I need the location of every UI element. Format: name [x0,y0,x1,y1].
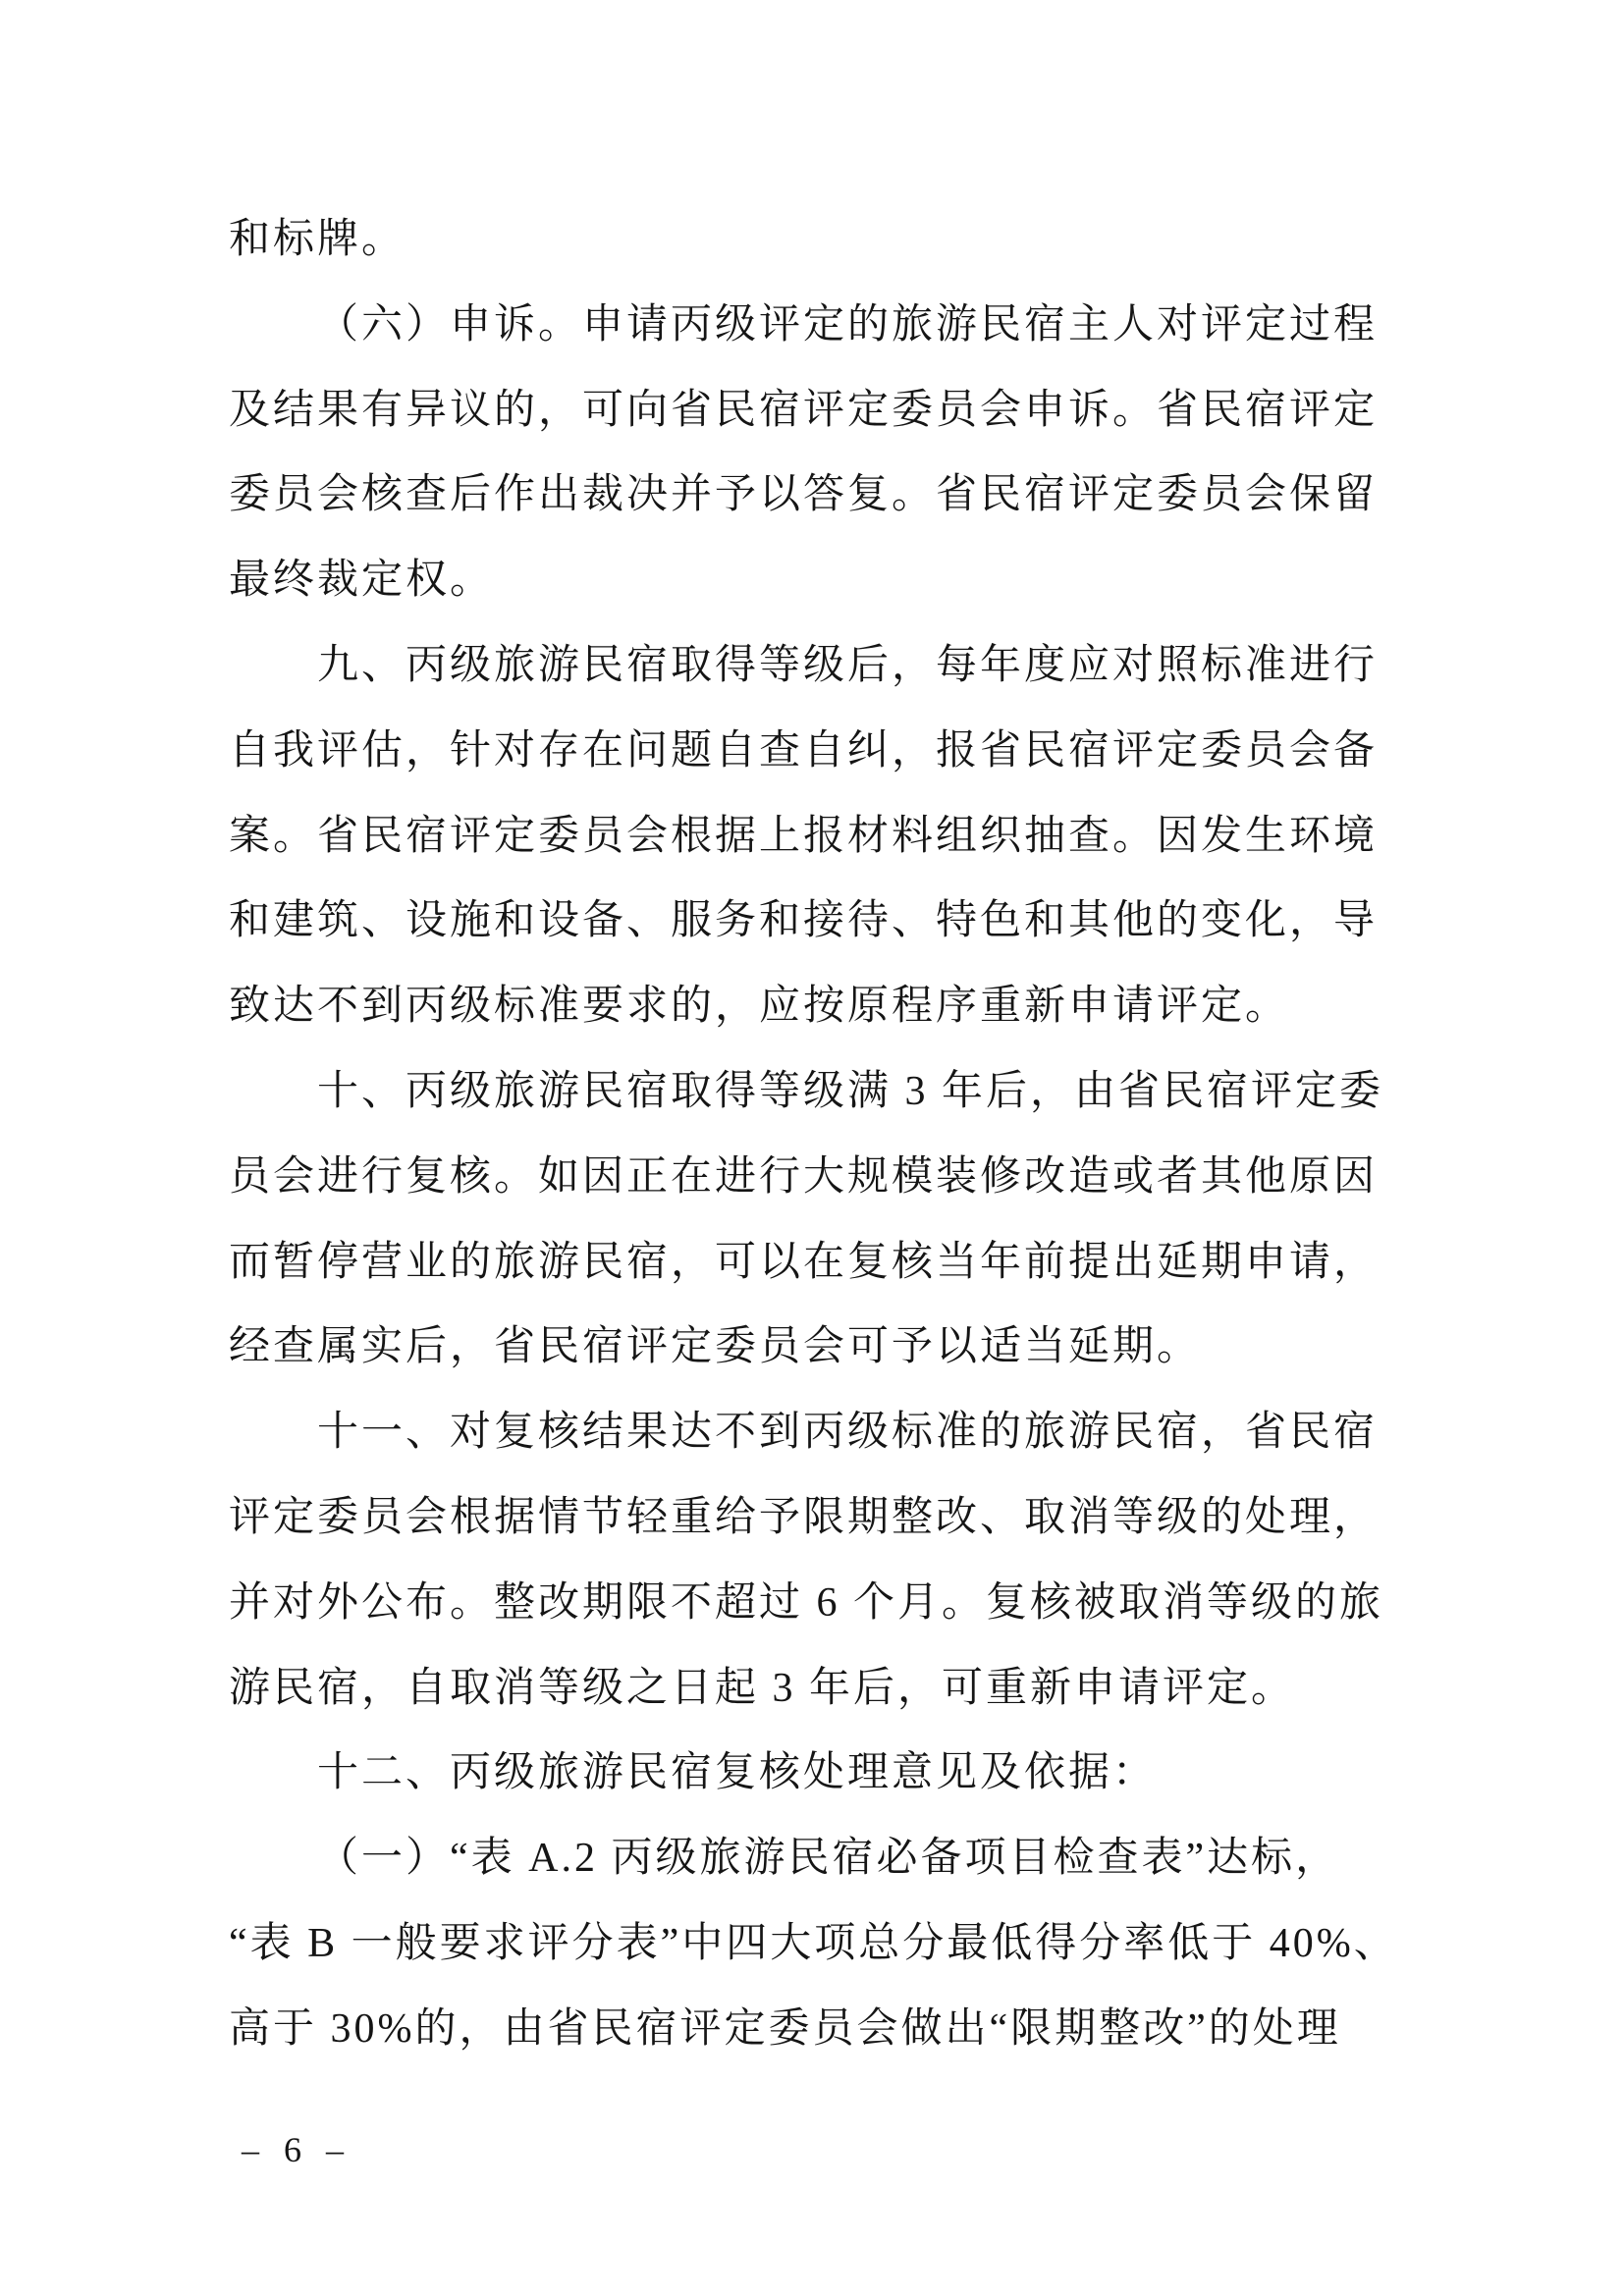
text-line: 游民宿，自取消等级之日起 3 年后，可重新申请评定。 [229,1665,1296,1711]
text-line: 九、丙级旅游民宿取得等级后，每年度应对照标准进行 [317,642,1379,688]
text-line: （六）申诉。申请丙级评定的旅游民宿主人对评定过程 [317,301,1379,347]
text-line: 自我评估，针对存在问题自查自纠，报省民宿评定委员会备 [229,727,1379,774]
text-line: 而暂停营业的旅游民宿，可以在复核当年前提出延期申请， [229,1239,1379,1285]
text-line: 致达不到丙级标准要求的，应按原程序重新申请评定。 [229,984,1290,1030]
text-line: （一）“表 A.2 丙级旅游民宿必备项目检查表”达标， [317,1836,1340,1882]
document-body [229,197,1398,2072]
text-line: 并对外公布。整改期限不超过 6 个月。复核被取消等级的旅 [229,1579,1384,1626]
text-line: 案。省民宿评定委员会根据上报材料组织抽查。因发生环境 [229,813,1379,859]
text-line: 高于 30%的，由省民宿评定委员会做出“限期整改”的处理 [229,2005,1341,2052]
text-line: 十一、对复核结果达不到丙级标准的旅游民宿，省民宿 [317,1410,1379,1456]
text-line: 最终裁定权。 [229,558,495,604]
text-line: 员会进行复核。如因正在进行大规模装修改造或者其他原因 [229,1153,1379,1200]
text-line: 委员会核查后作出裁决并予以答复。省民宿评定委员会保留 [229,472,1379,518]
text-line: 经查属实后，省民宿评定委员会可予以适当延期。 [229,1324,1202,1370]
text-line: 十、丙级旅游民宿取得等级满 3 年后，由省民宿评定委 [317,1068,1384,1114]
text-line: 和标牌。 [229,217,406,262]
text-line: “表 B 一般要求评分表”中四大项总分最低得分率低于 40%、 [229,1920,1398,1966]
text-line: 评定委员会根据情节轻重给予限期整改、取消等级的处理， [229,1494,1379,1540]
page-number: – 6 – [242,2130,352,2169]
text-line: 及结果有异议的，可向省民宿评定委员会申诉。省民宿评定 [229,387,1379,433]
text-line: 和建筑、设施和设备、服务和接待、特色和其他的变化，导 [229,898,1379,944]
text-line: 十二、丙级旅游民宿复核处理意见及依据： [317,1750,1158,1796]
